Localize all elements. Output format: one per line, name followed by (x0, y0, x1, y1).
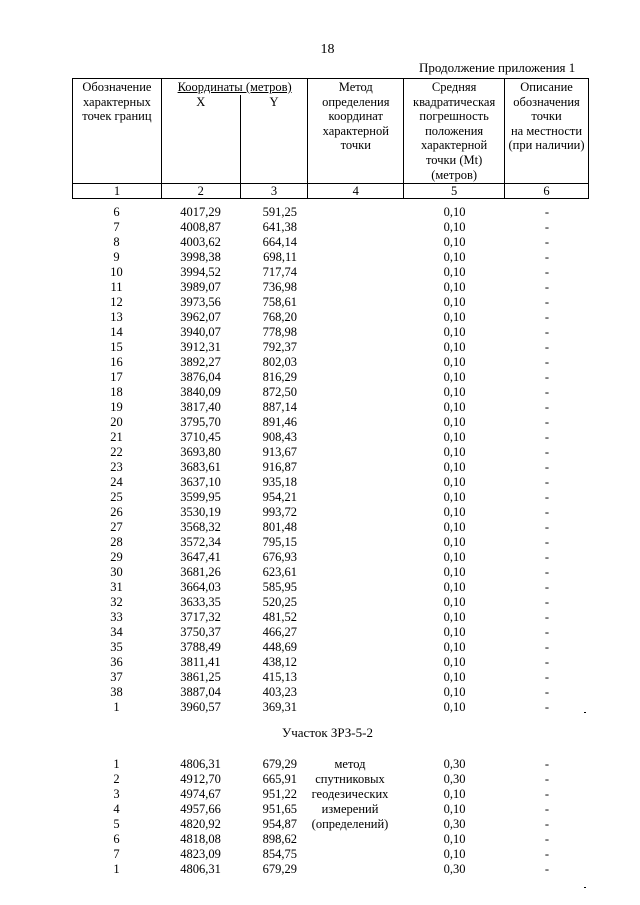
coord-y: 520,25 (262, 595, 297, 609)
error-value: 0,10 (443, 475, 466, 489)
coord-y: 403,23 (262, 685, 297, 699)
header-description: Описание обозначения точки на местности (при наличии) (505, 79, 589, 184)
col-number: 6 (505, 184, 589, 199)
error-value: 0,10 (443, 580, 466, 594)
coord-x: 3811,41 (180, 655, 221, 669)
description: - (544, 250, 550, 264)
point-number: 2 (113, 772, 120, 786)
table-row (72, 862, 589, 877)
description: - (544, 310, 550, 324)
table-row (72, 505, 589, 520)
coord-y: 954,21 (262, 490, 297, 504)
table-row (72, 490, 589, 505)
table-row (72, 757, 589, 772)
coord-y: 698,11 (263, 250, 297, 264)
point-number: 27 (110, 520, 123, 534)
error-value: 0,10 (443, 640, 466, 654)
description: - (544, 370, 550, 384)
table-row (72, 295, 589, 310)
coord-x: 3892,27 (180, 355, 221, 369)
description: - (544, 505, 550, 519)
description: - (544, 640, 550, 654)
error-value: 0,30 (443, 757, 466, 771)
coord-y: 717,74 (262, 265, 297, 279)
error-value: 0,10 (443, 205, 466, 219)
error-value: 0,10 (443, 385, 466, 399)
col-number: 2 (161, 184, 240, 199)
error-value: 0,10 (443, 847, 466, 861)
method-text: метод спутниковых геодезических измерений (определений) (311, 757, 389, 831)
coord-y: 585,95 (262, 580, 297, 594)
point-number: 3 (113, 787, 120, 801)
coord-y: 935,18 (262, 475, 297, 489)
coord-x: 3795,70 (180, 415, 221, 429)
coord-x: 3861,25 (180, 670, 221, 684)
coord-y: 641,38 (262, 220, 297, 234)
point-number: 1 (113, 862, 120, 876)
coord-y: 758,61 (262, 295, 297, 309)
error-value: 0,10 (443, 832, 466, 846)
point-number: 5 (113, 817, 120, 831)
coord-x: 3693,80 (180, 445, 221, 459)
coord-y: 993,72 (262, 505, 297, 519)
point-number: 38 (110, 685, 123, 699)
table-row (72, 550, 589, 565)
coord-y: 679,29 (262, 862, 297, 876)
description: - (544, 700, 550, 714)
margin-mark (584, 712, 586, 713)
table-row (72, 595, 589, 610)
coord-x: 4806,31 (180, 862, 221, 876)
coord-x: 3876,04 (180, 370, 221, 384)
coord-x: 3568,32 (180, 520, 221, 534)
error-value: 0,30 (443, 772, 466, 786)
table-row (72, 580, 589, 595)
coord-x: 3840,09 (180, 385, 221, 399)
coord-y: 481,52 (262, 610, 297, 624)
error-value: 0,10 (443, 787, 466, 801)
header-method: Метод определения координат характерной точки (308, 79, 404, 184)
coord-x: 3788,49 (180, 640, 221, 654)
coord-y: 591,25 (262, 205, 297, 219)
error-value: 0,10 (443, 430, 466, 444)
table-row (72, 280, 589, 295)
coord-y: 679,29 (262, 757, 297, 771)
description: - (544, 355, 550, 369)
table-row (72, 817, 589, 832)
description: - (544, 565, 550, 579)
error-value: 0,30 (443, 862, 466, 876)
table-row (72, 700, 589, 715)
table-row (72, 400, 589, 415)
point-number: 15 (110, 340, 123, 354)
table-row (72, 787, 589, 802)
description: - (544, 580, 550, 594)
error-value: 0,10 (443, 370, 466, 384)
coord-x: 3681,26 (180, 565, 221, 579)
point-number: 10 (110, 265, 123, 279)
coord-y: 795,15 (262, 535, 297, 549)
col-number: 1 (73, 184, 162, 199)
table-row (72, 625, 589, 640)
error-value: 0,10 (443, 505, 466, 519)
table-row (72, 205, 589, 220)
point-number: 6 (113, 205, 120, 219)
table-row (72, 847, 589, 862)
col-number: 5 (404, 184, 505, 199)
error-value: 0,10 (443, 250, 466, 264)
point-number: 33 (110, 610, 123, 624)
coord-y: 872,50 (262, 385, 297, 399)
error-value: 0,10 (443, 220, 466, 234)
coord-x: 3962,07 (180, 310, 221, 324)
coord-x: 3817,40 (180, 400, 221, 414)
coord-y: 778,98 (262, 325, 297, 339)
error-value: 0,10 (443, 235, 466, 249)
coord-y: 908,43 (262, 430, 297, 444)
section-title: Участок ЗРЗ-5-2 (282, 725, 373, 740)
coord-y: 676,93 (262, 550, 297, 564)
error-value: 0,10 (443, 550, 466, 564)
coord-y: 665,91 (262, 772, 297, 786)
point-number: 7 (113, 847, 120, 861)
description: - (544, 862, 550, 876)
point-number: 28 (110, 535, 123, 549)
point-number: 6 (113, 832, 120, 846)
description: - (544, 445, 550, 459)
header-x: X (161, 95, 240, 184)
description: - (544, 787, 550, 801)
coord-x: 4008,87 (180, 220, 221, 234)
error-value: 0,10 (443, 325, 466, 339)
table-row (72, 640, 589, 655)
coord-y: 913,67 (262, 445, 297, 459)
error-value: 0,10 (443, 400, 466, 414)
table-row (72, 772, 589, 787)
error-value: 0,10 (443, 610, 466, 624)
error-value: 0,10 (443, 445, 466, 459)
error-value: 0,10 (443, 685, 466, 699)
coord-x: 4957,66 (180, 802, 221, 816)
error-value: 0,10 (443, 802, 466, 816)
point-number: 9 (113, 250, 120, 264)
table-row (72, 565, 589, 580)
coord-x: 3998,38 (180, 250, 221, 264)
point-number: 22 (110, 445, 123, 459)
coord-x: 3530,19 (180, 505, 221, 519)
error-value: 0,10 (443, 670, 466, 684)
point-number: 24 (110, 475, 123, 489)
error-value: 0,10 (443, 490, 466, 504)
coord-x: 3887,04 (180, 685, 221, 699)
coord-x: 3994,52 (180, 265, 221, 279)
coord-y: 891,46 (262, 415, 297, 429)
error-value: 0,30 (443, 817, 466, 831)
description: - (544, 757, 550, 771)
point-number: 13 (110, 310, 123, 324)
table-row (72, 370, 589, 385)
point-number: 1 (113, 757, 120, 771)
point-number: 16 (110, 355, 123, 369)
coord-y: 623,61 (262, 565, 297, 579)
error-value: 0,10 (443, 265, 466, 279)
coord-y: 816,29 (262, 370, 297, 384)
coord-y: 854,75 (262, 847, 297, 861)
coord-y: 415,13 (262, 670, 297, 684)
description: - (544, 802, 550, 816)
coord-y: 448,69 (262, 640, 297, 654)
description: - (544, 817, 550, 831)
description: - (544, 205, 550, 219)
table-row (72, 460, 589, 475)
table-header (72, 78, 589, 199)
point-number: 11 (110, 280, 123, 294)
error-value: 0,10 (443, 655, 466, 669)
coord-x: 4806,31 (180, 757, 221, 771)
coord-y: 802,03 (262, 355, 297, 369)
point-number: 34 (110, 625, 123, 639)
coord-x: 4003,62 (180, 235, 221, 249)
table-row (72, 220, 589, 235)
table-row (72, 610, 589, 625)
coord-x: 4974,67 (180, 787, 221, 801)
description: - (544, 535, 550, 549)
coord-x: 3989,07 (180, 280, 221, 294)
error-value: 0,10 (443, 595, 466, 609)
point-number: 20 (110, 415, 123, 429)
table-body-main (72, 205, 589, 715)
coord-y: 951,22 (262, 787, 297, 801)
description: - (544, 415, 550, 429)
table-row (72, 355, 589, 370)
coord-x: 4818,08 (180, 832, 221, 846)
table-row (72, 340, 589, 355)
point-number: 17 (110, 370, 123, 384)
error-value: 0,10 (443, 535, 466, 549)
error-value: 0,10 (443, 700, 466, 714)
error-value: 0,10 (443, 295, 466, 309)
coord-x: 3572,34 (180, 535, 221, 549)
coord-y: 664,14 (262, 235, 297, 249)
error-value: 0,10 (443, 310, 466, 324)
table-row (72, 535, 589, 550)
header-designation: Обозначение характерных точек границ (73, 79, 162, 184)
error-value: 0,10 (443, 625, 466, 639)
coord-y: 887,14 (262, 400, 297, 414)
description: - (544, 400, 550, 414)
description: - (544, 685, 550, 699)
coord-y: 466,27 (262, 625, 297, 639)
description: - (544, 280, 550, 294)
table-row (72, 265, 589, 280)
coord-y: 792,37 (262, 340, 297, 354)
coord-x: 3599,95 (180, 490, 221, 504)
description: - (544, 475, 550, 489)
error-value: 0,10 (443, 280, 466, 294)
description: - (544, 772, 550, 786)
description: - (544, 520, 550, 534)
coord-x: 3973,56 (180, 295, 221, 309)
table-row (72, 235, 589, 250)
table-row (72, 475, 589, 490)
coord-y: 951,65 (262, 802, 297, 816)
error-value: 0,10 (443, 355, 466, 369)
coord-y: 916,87 (262, 460, 297, 474)
coord-x: 3940,07 (180, 325, 221, 339)
point-number: 35 (110, 640, 123, 654)
coord-x: 3664,03 (180, 580, 221, 594)
coord-x: 3750,37 (180, 625, 221, 639)
description: - (544, 340, 550, 354)
description: - (544, 430, 550, 444)
error-value: 0,10 (443, 520, 466, 534)
description: - (544, 295, 550, 309)
description: - (544, 460, 550, 474)
coord-x: 4823,09 (180, 847, 221, 861)
point-number: 23 (110, 460, 123, 474)
description: - (544, 235, 550, 249)
coord-y: 954,87 (262, 817, 297, 831)
description: - (544, 847, 550, 861)
point-number: 14 (110, 325, 123, 339)
description: - (544, 325, 550, 339)
point-number: 21 (110, 430, 123, 444)
continuation-note: Продолжение приложения 1 (419, 60, 576, 75)
coord-x: 3960,57 (180, 700, 221, 714)
table-row (72, 415, 589, 430)
description: - (544, 832, 550, 846)
coord-y: 768,20 (262, 310, 297, 324)
table-row (72, 832, 589, 847)
point-number: 30 (110, 565, 123, 579)
table-row (72, 655, 589, 670)
table-row (72, 250, 589, 265)
description: - (544, 655, 550, 669)
table-row (72, 325, 589, 340)
point-number: 25 (110, 490, 123, 504)
coord-x: 3647,41 (180, 550, 221, 564)
point-number: 29 (110, 550, 123, 564)
point-number: 37 (110, 670, 123, 684)
error-value: 0,10 (443, 460, 466, 474)
coord-y: 898,62 (262, 832, 297, 846)
table-row (72, 670, 589, 685)
point-number: 12 (110, 295, 123, 309)
coord-x: 3717,32 (180, 610, 221, 624)
description: - (544, 490, 550, 504)
coord-y: 438,12 (262, 655, 297, 669)
description: - (544, 220, 550, 234)
point-number: 8 (113, 235, 120, 249)
error-value: 0,10 (443, 340, 466, 354)
coord-x: 3633,35 (180, 595, 221, 609)
header-y: Y (240, 95, 308, 184)
point-number: 36 (110, 655, 123, 669)
page-number: 18 (320, 42, 335, 57)
coord-x: 3683,61 (180, 460, 221, 474)
coord-y: 369,31 (262, 700, 297, 714)
point-number: 26 (110, 505, 123, 519)
error-value: 0,10 (443, 565, 466, 579)
header-error: Средняя квадратическая погрешность положения характерной точки (Mt) (метров) (404, 79, 505, 184)
margin-mark (584, 887, 586, 888)
point-number: 1 (113, 700, 120, 714)
table-body-section (72, 757, 589, 877)
coord-y: 736,98 (262, 280, 297, 294)
coord-x: 4912,70 (180, 772, 221, 786)
description: - (544, 670, 550, 684)
point-number: 32 (110, 595, 123, 609)
coord-x: 3912,31 (180, 340, 221, 354)
description: - (544, 625, 550, 639)
table-row (72, 310, 589, 325)
table-row (72, 802, 589, 817)
description: - (544, 265, 550, 279)
description: - (544, 595, 550, 609)
coord-x: 4017,29 (180, 205, 221, 219)
coord-y: 801,48 (262, 520, 297, 534)
col-number: 3 (240, 184, 308, 199)
description: - (544, 610, 550, 624)
description: - (544, 550, 550, 564)
col-number: 4 (308, 184, 404, 199)
table-row (72, 385, 589, 400)
point-number: 31 (110, 580, 123, 594)
point-number: 7 (113, 220, 120, 234)
header-coordinates: Координаты (метров) (161, 79, 307, 95)
table-row (72, 520, 589, 535)
error-value: 0,10 (443, 415, 466, 429)
point-number: 18 (110, 385, 123, 399)
description: - (544, 385, 550, 399)
table-row (72, 445, 589, 460)
point-number: 19 (110, 400, 123, 414)
table-row (72, 430, 589, 445)
coord-x: 4820,92 (180, 817, 221, 831)
coord-x: 3637,10 (180, 475, 221, 489)
coord-x: 3710,45 (180, 430, 221, 444)
table-row (72, 685, 589, 700)
point-number: 4 (113, 802, 120, 816)
